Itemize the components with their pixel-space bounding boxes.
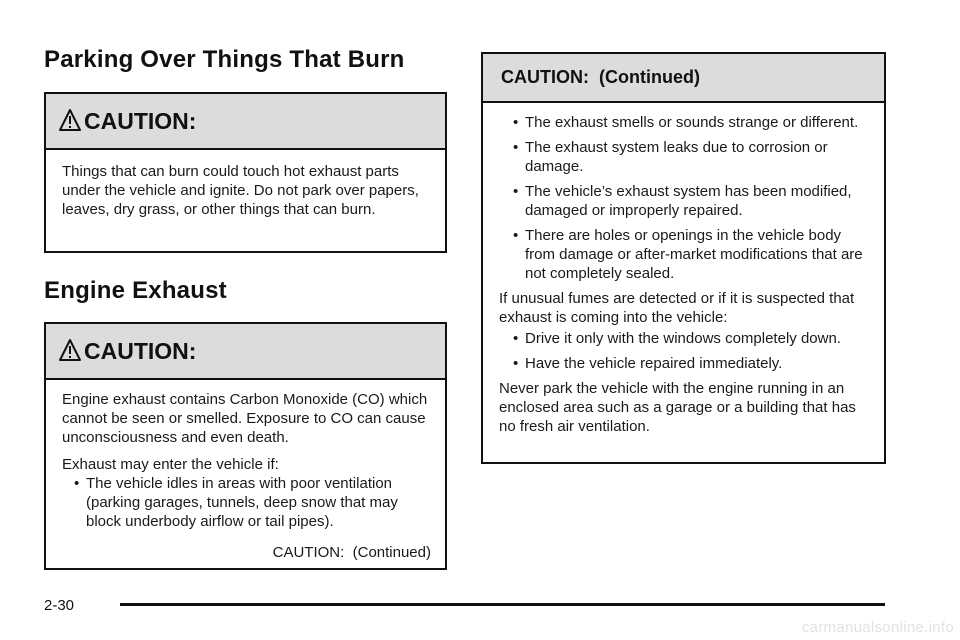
list-item [501,113,870,132]
page-number: 2-30 [44,597,75,614]
list-item-text: Drive it only with the windows completely down. [525,330,841,347]
bullet-list [501,113,870,283]
bullet-icon: • [513,183,519,200]
caution-body [46,380,445,562]
list-item-text: The exhaust system leaks due to corrosion or damage. [525,139,828,175]
bullet-icon: • [513,139,519,156]
caution-box-continued [481,52,886,464]
caution-paragraph: Never park the vehicle with the engine running in an enclosed area such as a garage or a building that has no fresh air ventilation. [499,380,856,435]
bullet-icon: • [513,227,519,244]
section-heading-parking: Parking Over Things That Burn [44,46,405,73]
list-item [62,474,431,531]
list-item [501,354,870,373]
caution-title: CAUTION: [84,337,197,364]
caution-header [46,94,445,150]
caution-paragraph: Engine exhaust contains Carbon Monoxide (CO) which cannot be seen or smelled. Exposure to CO can cause unconsciousness and even death. [62,391,428,446]
bullet-icon: • [74,475,80,492]
list-item-text: The vehicle idles in areas with poor ventilation (parking garages, tunnels, deep snow that may block underbody airflow or tail pipes). [86,475,398,530]
bullet-icon: • [513,114,519,131]
caution-title: CAUTION: (Continued) [501,67,700,87]
bullet-icon: • [513,330,519,347]
list-item-text: Have the vehicle repaired immediately. [525,355,783,372]
continued-note: CAUTION: (Continued) [272,544,431,561]
list-item [501,182,870,220]
bullet-icon: • [513,355,519,372]
bullet-list [501,329,870,373]
footer-rule [120,603,885,606]
caution-body [483,103,884,436]
bullet-list [62,474,431,531]
list-item [501,138,870,176]
caution-header [483,54,884,103]
section-heading-engine-exhaust: Engine Exhaust [44,277,227,304]
list-item [501,329,870,348]
caution-title: CAUTION: [84,107,197,134]
caution-paragraph: Exhaust may enter the vehicle if: [62,456,279,473]
caution-body [46,150,445,219]
caution-box-parking [44,92,447,253]
list-item-text: The vehicle’s exhaust system has been modified, damaged or improperly repaired. [525,183,852,219]
warning-triangle-icon [58,108,82,134]
list-item-text: There are holes or openings in the vehicle body from damage or after-market modifications that are not completely sealed. [525,227,863,282]
list-item-text: The exhaust smells or sounds strange or different. [525,114,859,131]
list-item [501,226,870,283]
warning-triangle-icon [58,338,82,364]
caution-header [46,324,445,380]
watermark: carmanualsonline.info [801,619,954,636]
caution-box-engine-exhaust [44,322,447,570]
caution-paragraph: If unusual fumes are detected or if it is suspected that exhaust is coming into the vehicle: [499,290,855,326]
caution-text: Things that can burn could touch hot exhaust parts under the vehicle and ignite. Do not park over papers, leaves, dry grass, or other things that can burn. [62,163,419,218]
